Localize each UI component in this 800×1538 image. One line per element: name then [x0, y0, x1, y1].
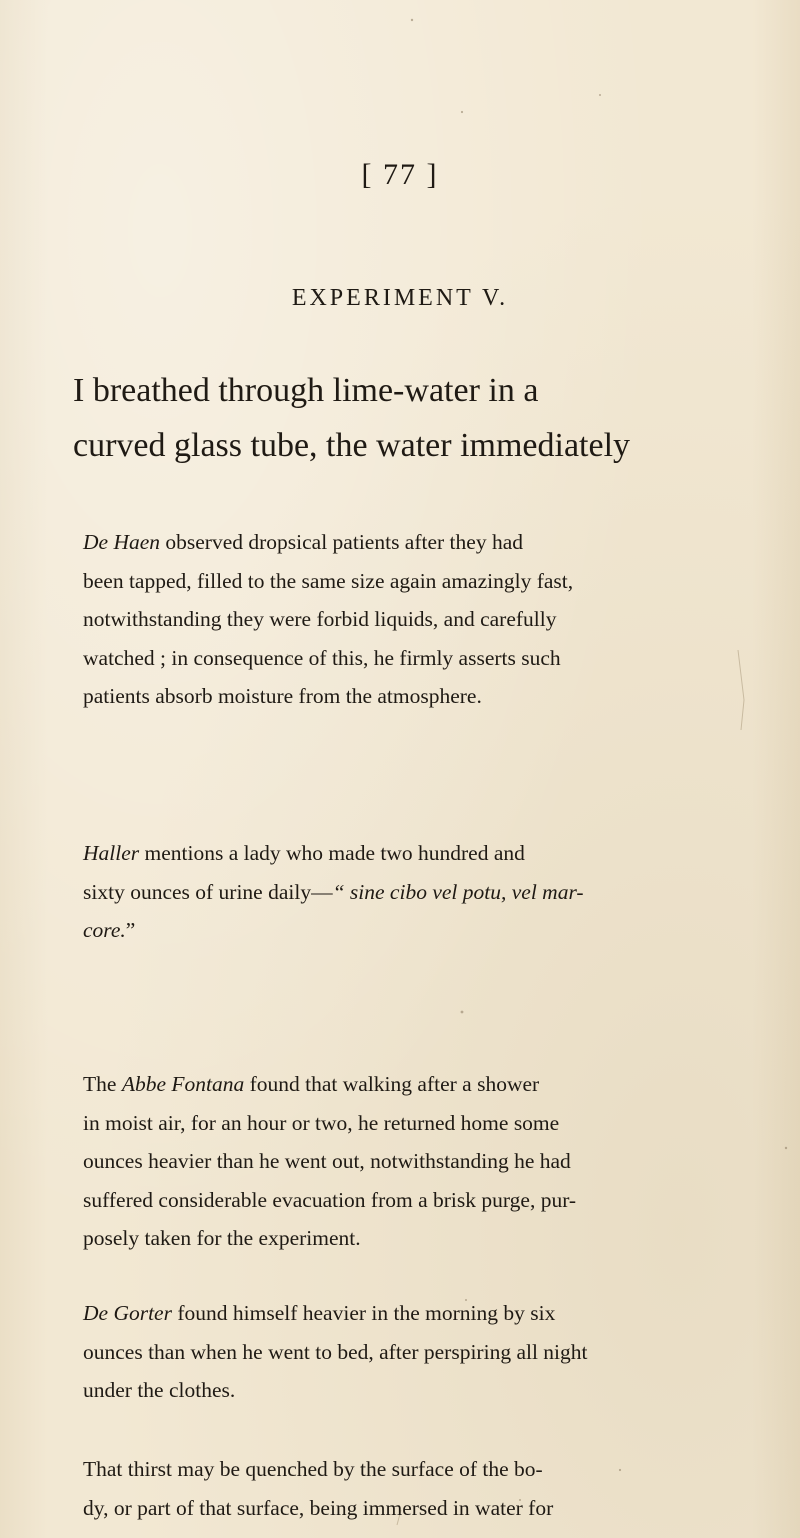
paragraph-line: suffered considerable evacuation from a brisk purge, pur- [83, 1187, 577, 1212]
paragraph-line: dy, or part of that surface, being immersed in water for [83, 1495, 554, 1520]
paragraph-line: ounces than when he went to bed, after perspiring all night [83, 1339, 588, 1364]
paragraph-line: posely taken for the experiment. [83, 1226, 361, 1250]
page-number: [ 77 ] [361, 158, 439, 191]
author-name: Haller [83, 841, 140, 865]
paragraph-line [83, 834, 663, 873]
author-name: Abbe Fontana [121, 1072, 245, 1096]
text-run: observed dropsical patients after they had [160, 530, 523, 554]
text-run: found himself heavier in the morning by six [171, 1301, 556, 1325]
paragraph-line [83, 911, 663, 950]
paragraph-line: ounces heavier than he went out, notwithstanding he had [83, 1149, 571, 1173]
text-run: found that walking after a shower [244, 1072, 540, 1096]
paragraph-line [83, 1294, 663, 1333]
paragraph-line: in moist air, for an hour or two, he returned home some [83, 1110, 560, 1135]
author-name: De Gorter [83, 1301, 172, 1325]
paragraph-line: patients absorb moisture from the atmosphere. [83, 684, 482, 708]
paragraph-line [83, 1065, 663, 1104]
paragraph-line: watched ; in consequence of this, he firmly asserts such [83, 645, 561, 670]
experiment-line-2: curved glass tube, the water immediately [73, 427, 631, 464]
paragraph-line [83, 523, 663, 562]
text-run: The [83, 1072, 122, 1096]
author-name: De Haen [83, 530, 161, 554]
text-run: sixty ounces of urine daily— [83, 879, 333, 904]
paragraph-line [83, 873, 663, 912]
paragraph-line: under the clothes. [83, 1378, 236, 1402]
paragraph-fontana [83, 1065, 663, 1258]
paragraph-de-gorter [83, 1294, 663, 1410]
experiment-heading: EXPERIMENT V. [291, 285, 509, 311]
paragraph-haller [83, 834, 663, 950]
text-run: mentions a lady who made two hundred and [139, 841, 525, 865]
text-run: ” [125, 918, 136, 942]
experiment-line-1: I breathed through lime-water in a [73, 372, 539, 409]
paragraph-de-haen [83, 523, 663, 716]
paragraph-line: been tapped, filled to the same size again amazingly fast, [83, 568, 574, 593]
paragraph-line: That thirst may be quenched by the surface of the bo- [83, 1457, 543, 1481]
paragraph-line: notwithstanding they were forbid liquids, and carefully [83, 607, 557, 631]
experiment-description [73, 363, 673, 473]
latin-quote: “ sine cibo vel potu, vel mar- [332, 879, 584, 904]
paragraph-thirst [83, 1450, 663, 1527]
latin-quote: core. [83, 918, 126, 942]
